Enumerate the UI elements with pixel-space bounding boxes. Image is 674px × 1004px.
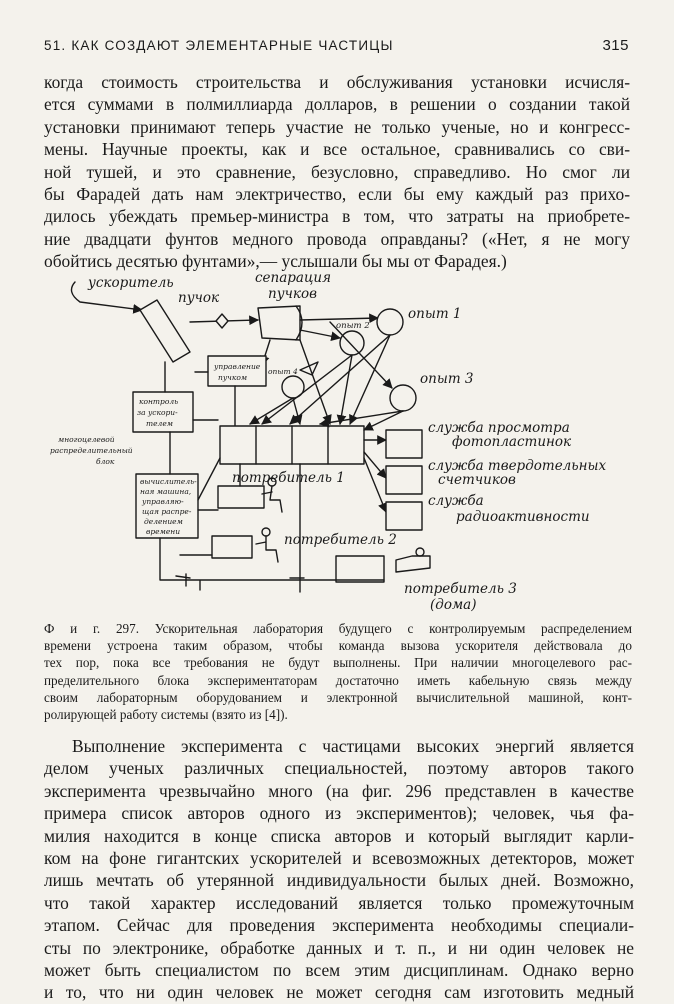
exp3-circle bbox=[390, 385, 416, 411]
label-computer-3: управляю- bbox=[142, 497, 184, 506]
label-service1-2: фотопластинок bbox=[452, 434, 572, 450]
caption-line: своим лабораторным оборудованием и электронной вычислительной машиной, конт- bbox=[44, 689, 632, 705]
label-accelerator: ускоритель bbox=[88, 275, 174, 291]
consumer2-desk bbox=[212, 536, 252, 558]
caption-line: Ф и г. 297. Ускорительная лаборатория будущего с контролируемым распределением bbox=[44, 621, 632, 636]
label-separation-1: сепарация bbox=[255, 270, 332, 286]
label-beam: пучок bbox=[178, 290, 220, 306]
figure-caption bbox=[44, 620, 632, 723]
text-line: примера список авторов одного из экспериментов); человек, чья фа- bbox=[44, 803, 634, 824]
label-accel-control-1: контроль bbox=[139, 397, 179, 406]
label-service1-1: служба просмотра bbox=[428, 420, 570, 436]
text-line: когда стоимость строительства и обслуживания установки исчисля- bbox=[44, 72, 630, 92]
text-line: ной тушей, и это сравнение, безусловно, справедливо. Но смог ли bbox=[44, 161, 630, 182]
label-consumer1: потребитель 1 bbox=[232, 470, 345, 486]
label-consumer2: потребитель 2 bbox=[284, 532, 397, 548]
text-line: может быть специалистом по всем этим дисциплинам. Однако верно bbox=[44, 959, 634, 980]
text-line: лишь мечтать об утерянной индивидуальности былых дней. Возможно, bbox=[44, 870, 634, 891]
text-line: что такой характер исследований является только промежуточным bbox=[44, 892, 634, 913]
consumer1-desk bbox=[218, 486, 264, 508]
label-exp2: опыт 2 bbox=[336, 321, 370, 331]
label-computer-5: делением bbox=[144, 517, 183, 526]
label-beam-control-1: управление bbox=[214, 362, 261, 371]
text-line: эксперимента чрезвычайно много (на фиг. 296 представлен в качестве bbox=[44, 780, 634, 801]
label-exp4: опыт 4 bbox=[268, 367, 298, 376]
text-line: ком на фоне гигантских ускорителей и всевозможных детекторов, может bbox=[44, 847, 634, 868]
label-computer-1: вычислитель- bbox=[140, 477, 197, 486]
text-line: установки принимают теперь участие не только ученые, но и конгресс- bbox=[44, 116, 630, 137]
exp2-circle bbox=[340, 331, 364, 355]
accelerator-shape bbox=[140, 300, 190, 362]
label-exp3: опыт 3 bbox=[420, 371, 474, 387]
label-service3-1: служба bbox=[428, 493, 484, 509]
exp1-circle bbox=[377, 309, 403, 335]
label-consumer3-1: потребитель 3 bbox=[404, 581, 517, 597]
text-line: и то, что ни один человек не может сегодня сам изготовить медный bbox=[44, 982, 634, 1003]
service-box-3 bbox=[386, 502, 422, 530]
text-line: делом ученых различных специальностей, поэтому авторов такого bbox=[44, 758, 634, 779]
label-consumer3-2: (дома) bbox=[430, 597, 477, 613]
text-line: Выполнение эксперимента с частицами высоких энергий является bbox=[72, 736, 634, 756]
service-box-1 bbox=[386, 430, 422, 458]
caption-line: пределительного блока экспериментаторам достаточно иметь кабельную связь между bbox=[44, 672, 632, 688]
caption-line: времени устроена таким образом, чтобы команда вызова ускорителя действовала до bbox=[44, 638, 632, 654]
label-multi-block-1: многоцелевой bbox=[58, 435, 115, 444]
text-line: этапом. Сейчас для проведения эксперимента необходимы специали- bbox=[44, 915, 634, 936]
text-line: бы Фарадей дать нам электричество, если бы ему каждый раз прихо- bbox=[44, 183, 630, 204]
text-line: дилось убеждать премьер-министра в том, что затраты на приобрете- bbox=[44, 206, 630, 227]
label-multi-block-3: блок bbox=[96, 457, 115, 466]
service-box-2 bbox=[386, 466, 422, 494]
text-line: обойтись десятью фунтами»,— услышали бы мы от Фарадея.) bbox=[44, 251, 507, 272]
text-line: ние двадцати фунтов медного провода оправданы? («Нет, я не могу bbox=[44, 228, 630, 249]
consumer3-box bbox=[336, 556, 384, 582]
caption-line: ролирующей работу системы (взято из [4]). bbox=[44, 706, 288, 722]
page-number: 315 bbox=[602, 37, 629, 54]
beam-diamond bbox=[216, 314, 228, 328]
label-computer-4: щая распре- bbox=[142, 507, 192, 516]
caption-line: тех пор, пока все требования не будут выполнены. При наличии многоцелевого рас- bbox=[44, 655, 632, 671]
text-line: милия находится в конце списка авторов и который выглядит карли- bbox=[44, 825, 634, 846]
label-service2-1: служба твердотельных bbox=[428, 458, 607, 474]
label-separation-2: пучков bbox=[268, 286, 317, 302]
label-exp1: опыт 1 bbox=[408, 306, 462, 322]
label-accel-control-2: за ускори- bbox=[137, 408, 178, 417]
text-line: мены. Научные проекты, как и все остальное, сравнивались со сви- bbox=[44, 139, 630, 160]
label-accel-control-3: телем bbox=[146, 419, 173, 428]
text-line: ется суммами в полмиллиарда долларов, в решении о создании такой bbox=[44, 94, 630, 115]
label-computer-6: времени bbox=[146, 527, 181, 536]
label-service3-2: радиоактивности bbox=[456, 509, 590, 525]
label-beam-control-2: пучком bbox=[218, 373, 248, 382]
running-title: 51. КАК СОЗДАЮТ ЭЛЕМЕНТАРНЫЕ ЧАСТИЦЫ bbox=[44, 38, 394, 53]
label-service2-2: счетчиков bbox=[438, 472, 516, 488]
text-line: сты по электронике, обработке данных и т. п., и ни один человек не bbox=[44, 937, 634, 958]
paragraph-2 bbox=[44, 735, 634, 1004]
label-computer-2: ная машина, bbox=[140, 487, 192, 496]
label-multi-block-2: распределительный bbox=[50, 446, 133, 455]
separation-box bbox=[258, 306, 300, 340]
